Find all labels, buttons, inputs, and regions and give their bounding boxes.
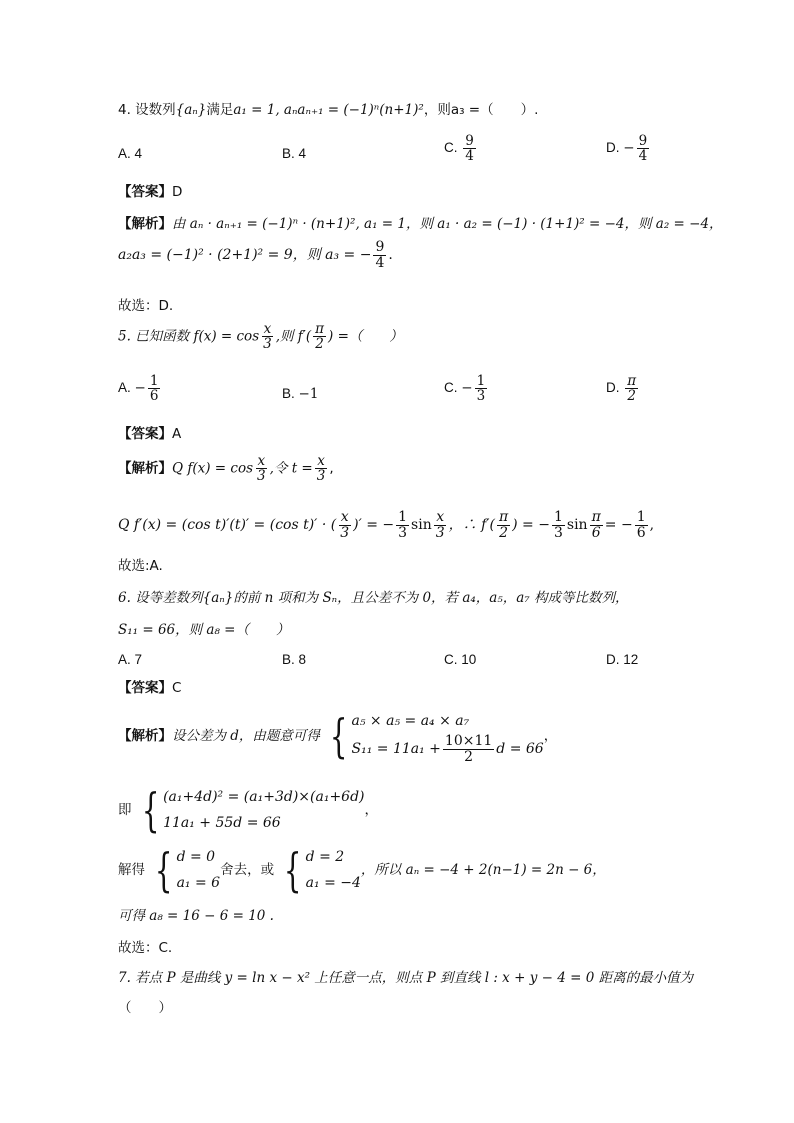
q4-analysis-line1: 【解析】由 aₙ · aₙ₊₁ = (−1)ⁿ · (n+1)², a₁ = 1，则 a₁ · a₂ = (−1) · (1+1)² = −4，则 a₂ = −4， [118,216,723,232]
q6-option-b: B. 8 [282,652,307,667]
q4-stem: 4. 设数列{aₙ}满足a₁ = 1, aₙaₙ₊₁ = (−1)ⁿ(n+1)²，则a₃ =（ ）. [118,102,539,118]
q6-choice: 故选：C. [118,940,173,956]
q5-analysis-line1: 【解析】Q f(x) = cos $\frac{x}{3}$ ,令 t = $\frac{x}{3}$ , [118,453,334,485]
q4-choice: 故选：D. [118,298,174,314]
q5-choice: 故选:A. [118,558,163,574]
q6-analysis-system1: 【解析】设公差为 d，由题意可得 { a₅ × a₅ = a₄ × a₇ S₁₁ = 11a₁ + $\frac{10\times 11}{2}$ d = 66 ， [118,709,558,765]
q6-stem-line2: S₁₁ = 66，则 a₈ =（ ） [118,622,290,638]
q4-answer: 【答案】D [118,184,183,200]
q7-stem-line2: （ ） [118,1000,172,1016]
q5-stem: 5. 已知函数 f(x) = cos $\frac{x}{3}$ ,则 f′( $\frac{\pi}{2}$ ) =（ ） [118,321,403,353]
q6-option-d: D. 12 [606,652,639,667]
q4-option-c: C. $\frac{9}{4}$ [444,133,474,165]
q6-option-a: A. 7 [118,652,143,667]
q4-analysis-line2: a₂a₃ = (−1)² · (2+1)² = 9，则 a₃ = − $\frac{9}{4}$ . [118,239,393,271]
q6-analysis-system2: 即 { (a₁+4d)² = (a₁+3d)×(a₁+6d) 11a₁ + 55d = 66 ， [118,783,378,837]
q6-stem-line1: 6. 设等差数列{aₙ}的前 n 项和为 Sₙ，且公差不为 0，若 a₄，a₅，a₇ 构成等比数列， [118,590,629,606]
q6-analysis-solve: 解得 { d = 0 a₁ = 6 舍去，或 { d = 2 a₁ = −4 ，所以 aₙ = −4 + 2(n−1) = 2n − 6， [118,843,606,897]
q4-option-d: D. − $\frac{9}{4}$ [606,133,648,165]
q7-stem-line1: 7. 若点 P 是曲线 y = ln x − x² 上任意一点，则点 P 到直线 l : x + y − 4 = 0 距离的最小值为 [118,970,694,986]
q5-answer: 【答案】A [118,426,182,442]
q4-option-a: A. 4 [118,146,143,161]
q5-option-d: D. $\frac{\pi}{2}$ [606,373,637,405]
q6-answer: 【答案】C [118,680,182,696]
q5-option-a: A. − $\frac{1}{6}$ [118,373,159,405]
q6-option-c: C. 10 [444,652,477,667]
q5-option-c: C. − $\frac{1}{3}$ [444,373,486,405]
q5-option-b: B. −1 [282,386,319,402]
q6-analysis-result: 可得 a₈ = 16 − 6 = 10 . [118,908,274,924]
q4-option-b: B. 4 [282,146,307,161]
q5-analysis-line2: Q f′(x) = (cos t)′(t)′ = (cos t)′ · ( $\frac{x}{3}$ )′ = − $\frac{1}{3}$ sin $\frac{x}{3}$ ，∴ f′( $\frac{\pi}{2}$ ) = − $\frac{1}{3}$ sin $\frac{\pi}{6}$ = − $\frac{1}{6}$ , [118,509,655,541]
